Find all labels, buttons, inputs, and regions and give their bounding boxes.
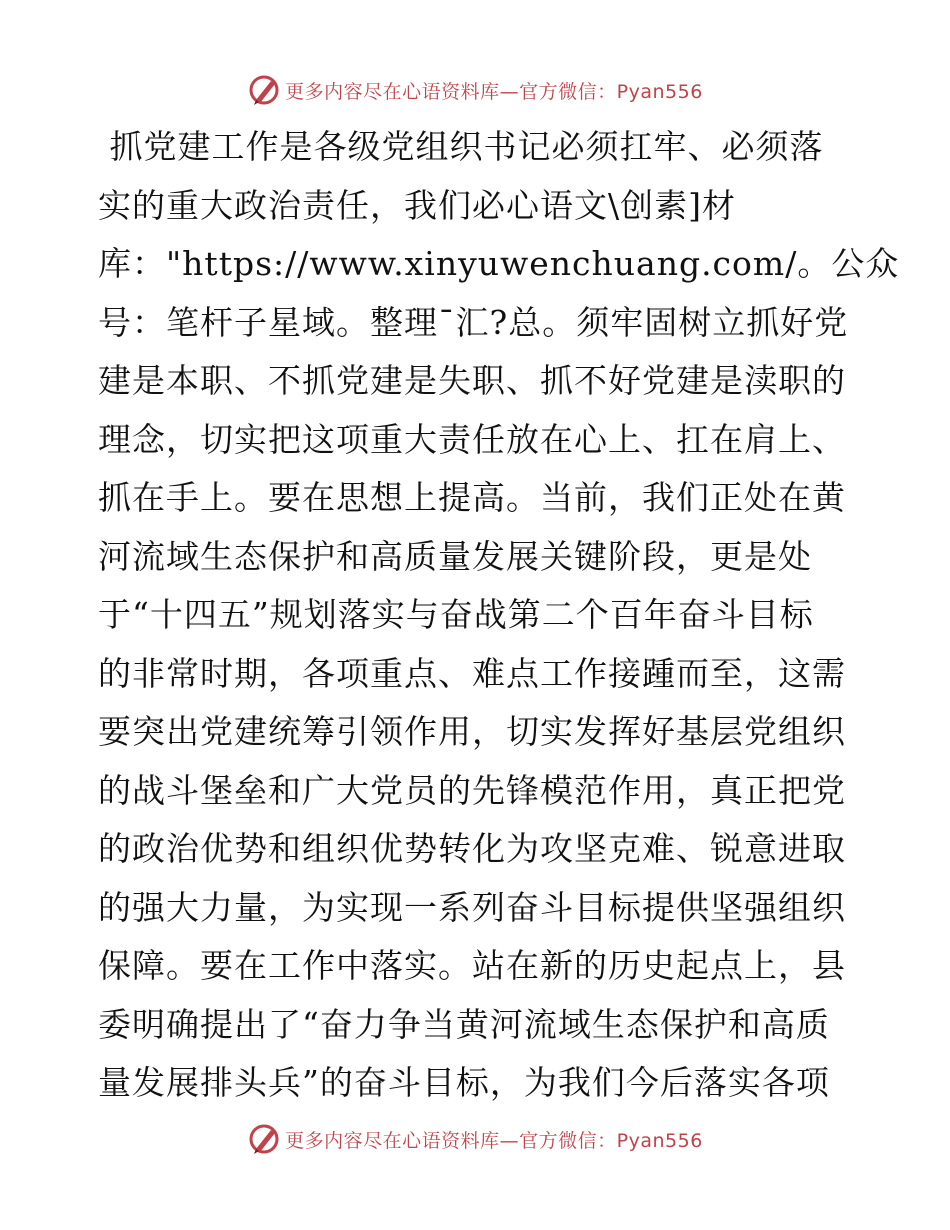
text-line: 委明确提出了“奋力争当黄河流域生态保护和高质 (98, 1004, 830, 1044)
header-banner-text: 更多内容尽在心语资料库—官方微信：Pyan556 (285, 80, 703, 103)
text-line: 河流域生态保护和高质量发展关键阶段，更是处 (98, 536, 812, 576)
text-line: 的政治优势和组织优势转化为攻坚克难、锐意进取 (98, 829, 846, 868)
text-line: 建是本职、不抓党建是失职、抓不好党建是渎职的 (98, 361, 846, 400)
document-body (98, 118, 900, 1113)
text-line: 于“十四五”规划落实与奋战第二个百年奋斗目标 (98, 595, 814, 634)
text-line: 抓党建工作是各级党组织书记必须扛牢、必须落 (98, 127, 824, 166)
header-banner (0, 68, 950, 112)
footer-banner (0, 1117, 950, 1161)
text-line: 要突出党建统筹引领作用，切实发挥好基层党组织 (98, 712, 846, 751)
pen-logo-icon (247, 73, 281, 107)
text-line: 实的重大政治责任，我们必心语文\创素]材 (98, 185, 736, 225)
text-line: 的强大力量，为实现一系列奋斗目标提供坚强组织 (98, 887, 846, 927)
text-line: 量发展排头兵”的奋斗目标，为我们今后落实各项 (98, 1063, 830, 1102)
text-line: 理念，切实把这项重大责任放在心上、扛在肩上、 (98, 419, 846, 459)
text-line: 保障。要在工作中落实。站在新的历史起点上，县 (98, 946, 846, 985)
text-line: 库："https://www.xinyuwenchuang.com/。公众 (98, 244, 900, 283)
footer-banner-text: 更多内容尽在心语资料库—官方微信：Pyan556 (285, 1129, 703, 1152)
text-line: 抓在手上。要在思想上提高。当前，我们正处在黄 (98, 478, 846, 517)
text-line: 号：笔杆子星域。整理¯汇?总。须牢固树立抓好党 (98, 302, 849, 342)
pen-logo-icon (247, 1122, 281, 1156)
text-line: 的非常时期，各项重点、难点工作接踵而至，这需 (98, 653, 846, 693)
text-line: 的战斗堡垒和广大党员的先锋模范作用，真正把党 (98, 770, 846, 810)
